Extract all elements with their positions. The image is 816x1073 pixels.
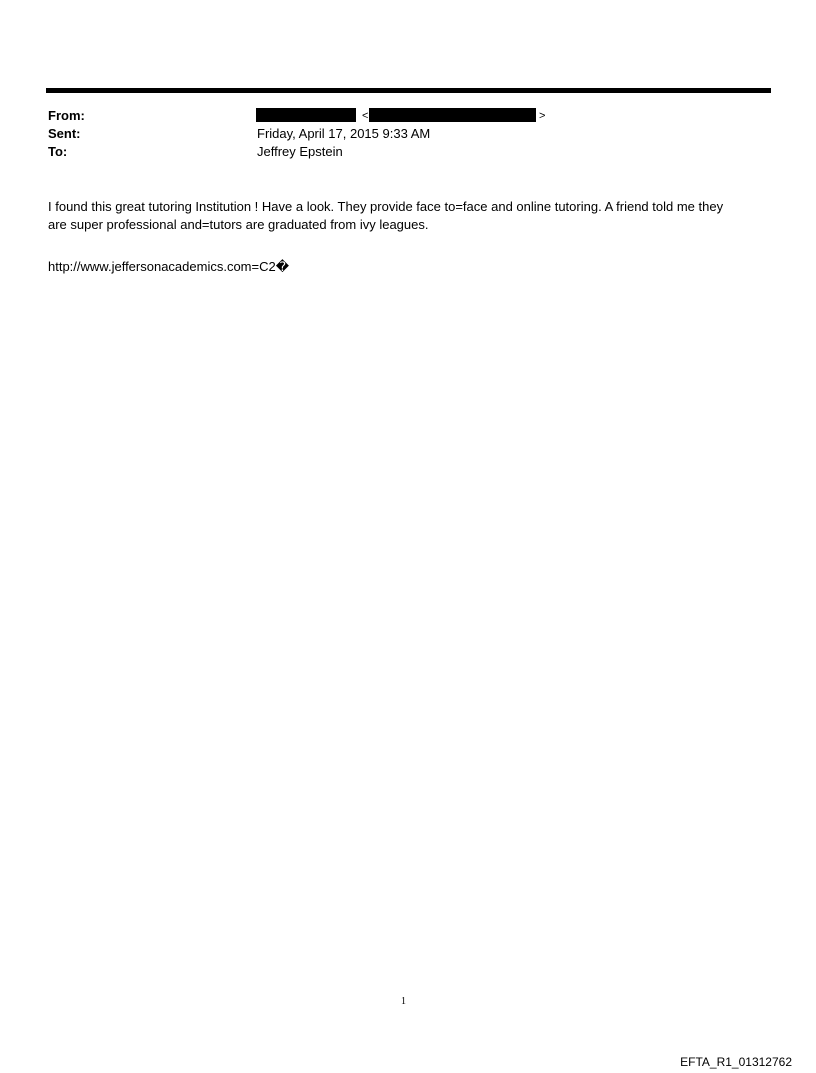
redacted-sender-email <box>369 108 536 122</box>
body-line-1: I found this great tutoring Institution ! Have a look. They provide face to=face and online tutoring. A friend told me they <box>48 199 724 214</box>
from-label: From: <box>48 108 85 123</box>
redacted-sender-name <box>256 108 356 122</box>
to-label: To: <box>48 144 68 159</box>
body-link: http://www.jeffersonacademics.com=C2� <box>48 259 290 274</box>
sent-value: Friday, April 17, 2015 9:33 AM <box>257 126 431 141</box>
from-bracket-close: > <box>539 110 546 122</box>
body-line-2: are super professional and=tutors are graduated from ivy leagues. <box>48 217 429 232</box>
sent-label: Sent: <box>48 126 81 141</box>
header-rule <box>46 88 771 93</box>
page-number: 1 <box>401 996 406 1007</box>
document-id: EFTA_R1_01312762 <box>680 1055 792 1069</box>
from-bracket-open: < <box>362 110 369 122</box>
to-value: Jeffrey Epstein <box>257 144 343 159</box>
